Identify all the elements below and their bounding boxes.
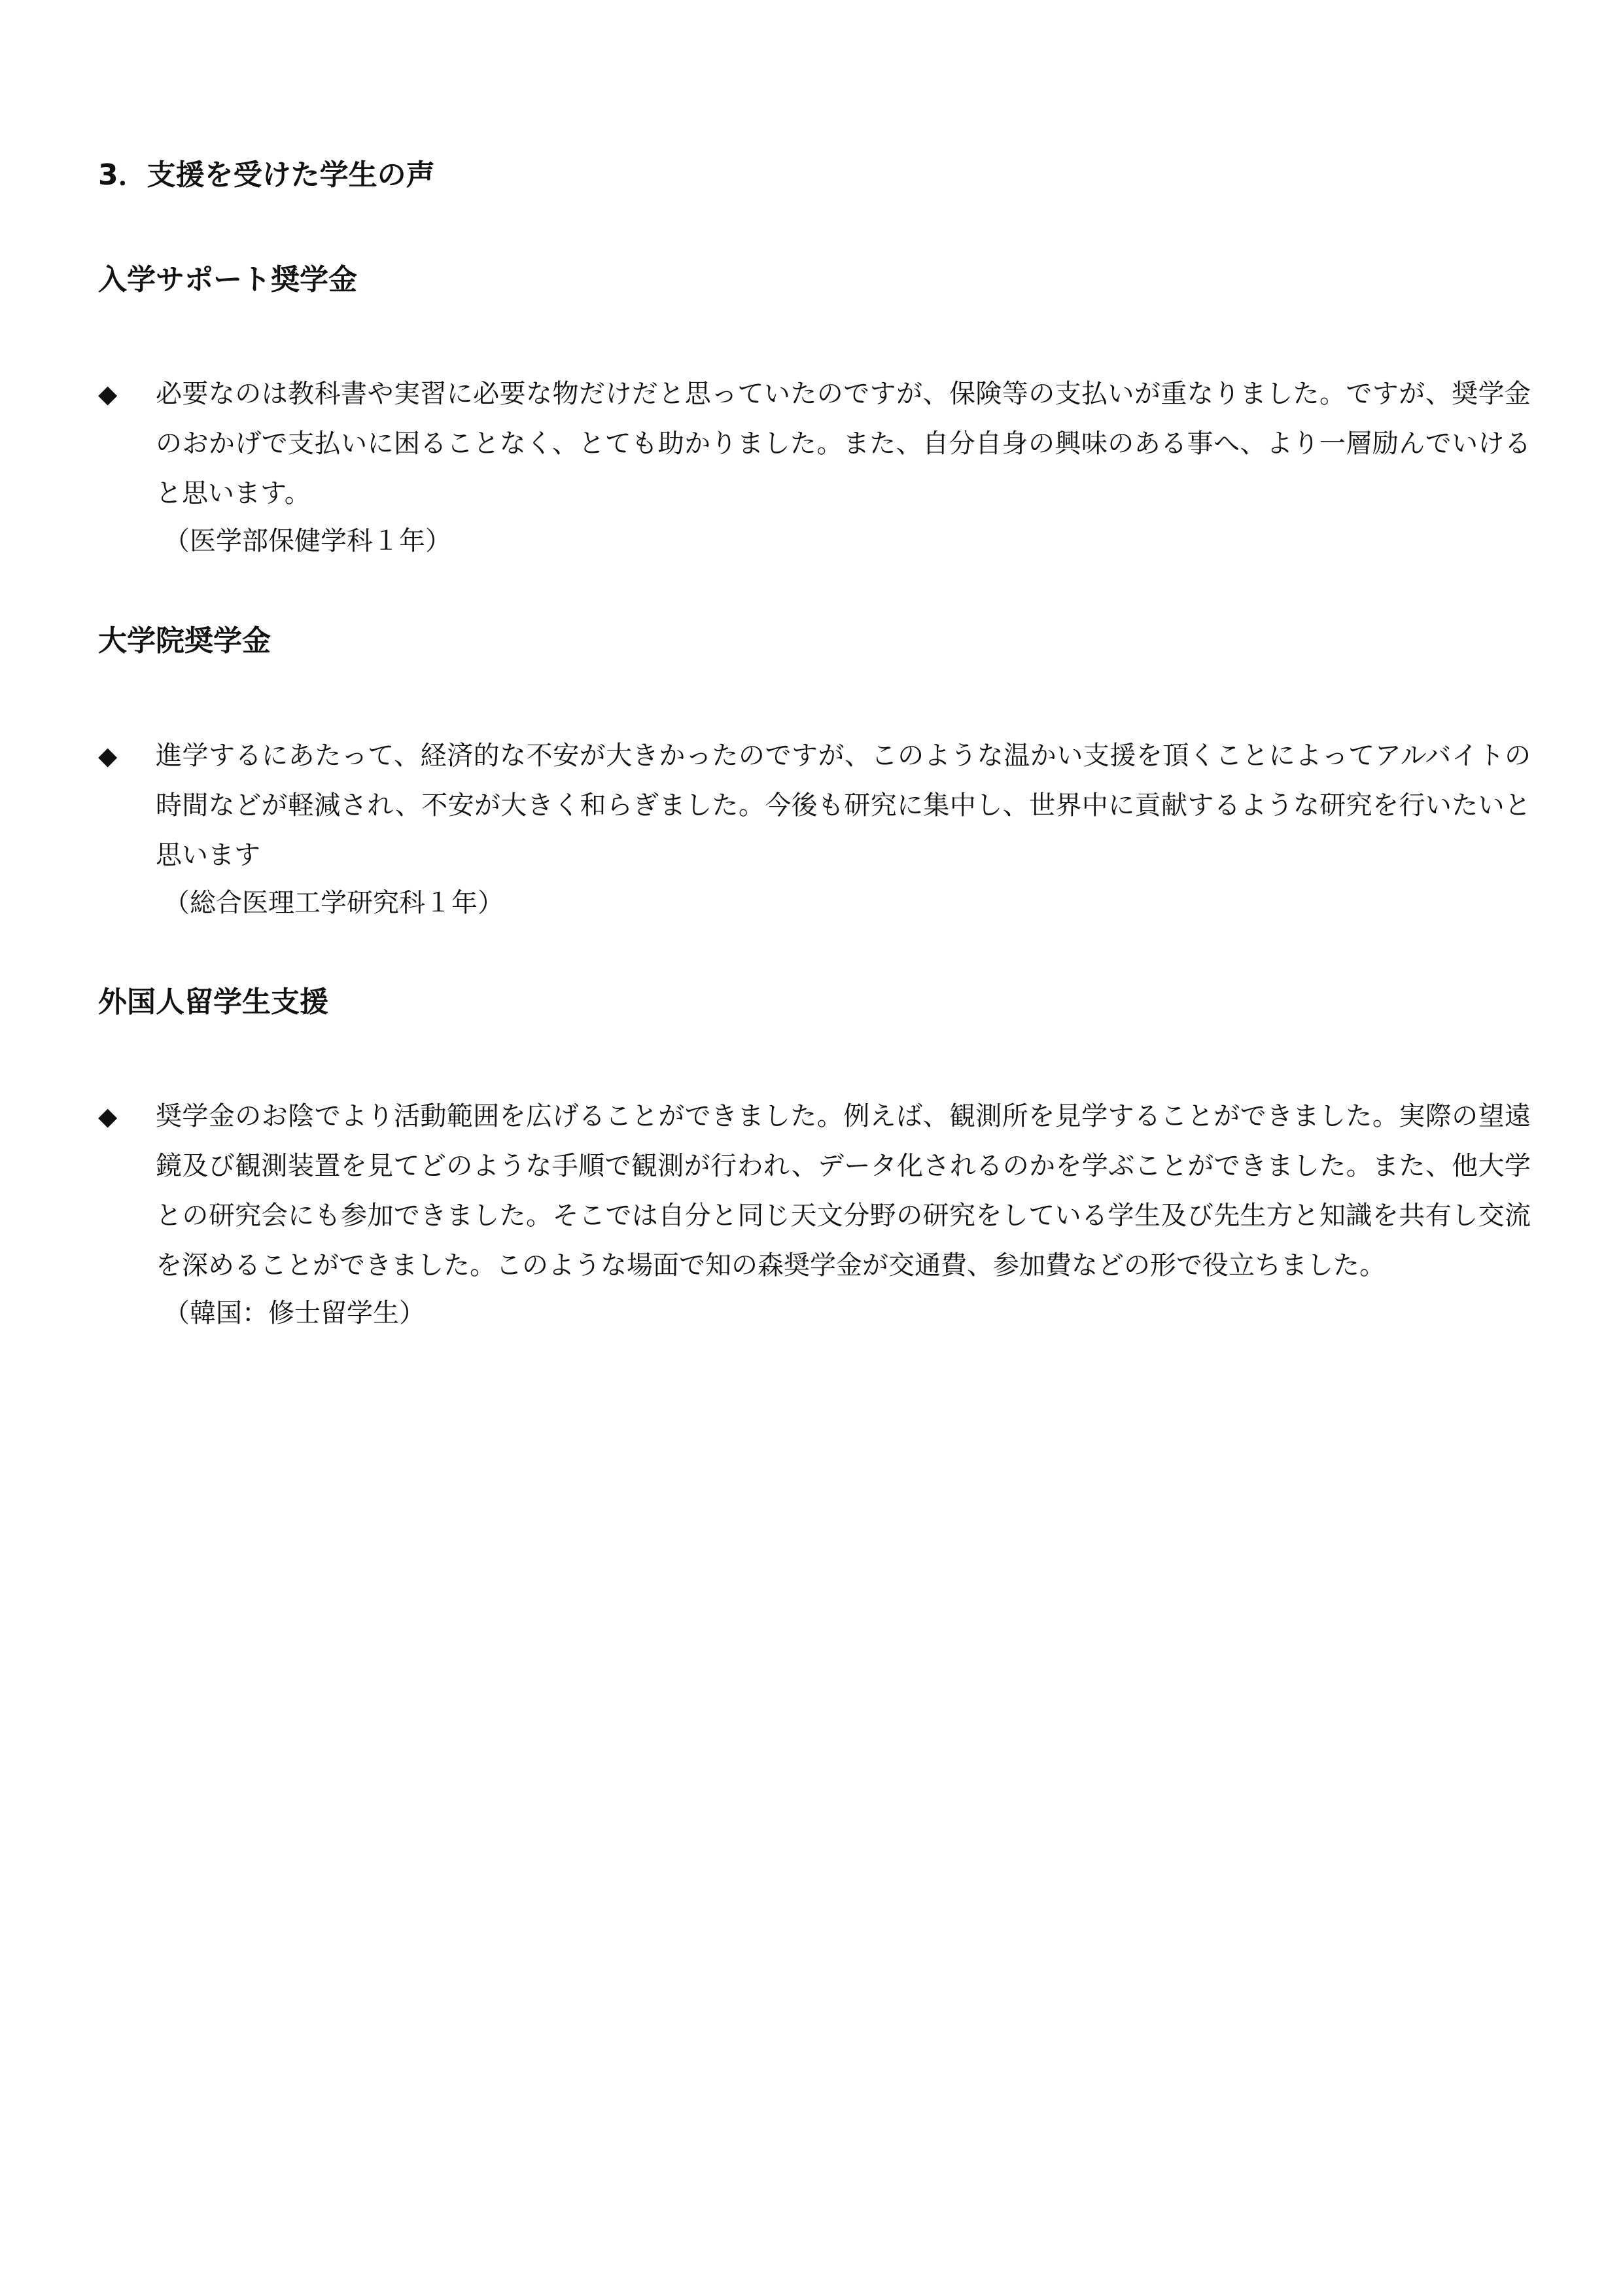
testimonial-attribution: （韓国：修士留学生）	[164, 1298, 425, 1328]
testimonial-entry	[98, 731, 1531, 926]
testimonial-entry	[98, 369, 1531, 564]
diamond-bullet-icon: ◆	[98, 1102, 118, 1131]
testimonial-text: 必要なのは教科書や実習に必要な物だけだと思っていたのですが、保険等の支払いが重なりました。ですが、奨学金のおかげで支払いに困ることなく、とても助かりました。また、自分自身の興味のある事へ、より一層励んでいけると思います。	[156, 379, 1531, 508]
testimonial-entry	[98, 1091, 1531, 1336]
diamond-bullet-icon: ◆	[98, 380, 118, 408]
section-title: 3．支援を受けた学生の声	[98, 158, 435, 192]
diamond-bullet-icon: ◆	[98, 741, 118, 770]
testimonial-text: 進学するにあたって、経済的な不安が大きかったのですが、このような温かい支援を頂くことによってアルバイトの時間などが軽減され、不安が大きく和らぎました。今後も研究に集中し、世界中に貢献するような研究を行いたいと思います	[156, 741, 1531, 870]
subsection-title-graduate-scholarship: 大学院奨学金	[98, 624, 271, 658]
testimonial-attribution: （医学部保健学科１年）	[164, 526, 451, 556]
testimonial-text: 奨学金のお陰でより活動範囲を広げることができました。例えば、観測所を見学することができました。実際の望遠鏡及び観測装置を見てどのような手順で観測が行われ、データ化されるのかを学ぶことができました。また、他大学との研究会にも参加できました。そこでは自分と同じ天文分野の研究をしている学生及び先生方と知識を共有し交流を深めることができました。このような場面で知の森奨学金が交通費、参加費などの形で役立ちました。	[156, 1101, 1531, 1280]
subsection-title-entrance-scholarship: 入学サポート奨学金	[98, 263, 357, 296]
testimonial-attribution: （総合医理工学研究科１年）	[164, 888, 504, 918]
subsection-title-international-student-support: 外国人留学生支援	[98, 985, 328, 1019]
